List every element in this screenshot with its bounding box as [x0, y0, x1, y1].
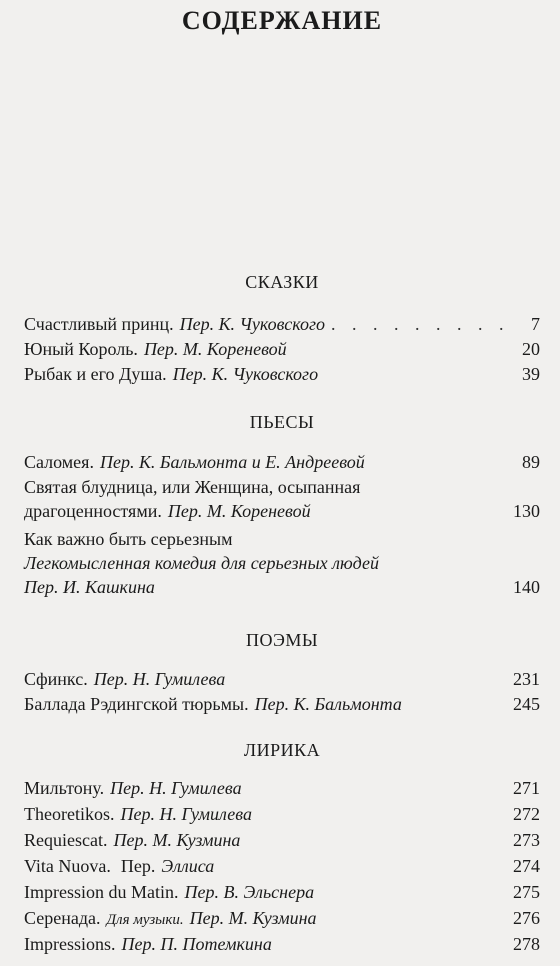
toc-entry[interactable] — [24, 880, 540, 904]
toc-entry[interactable] — [24, 906, 540, 930]
entry-title: Юный Король. — [24, 339, 138, 359]
entry-title: Мильтону. — [24, 778, 105, 798]
entry-page: 20 — [522, 339, 540, 359]
entry-translator: Пер. К. Чуковского — [172, 364, 319, 384]
toc-entry[interactable] — [24, 932, 540, 956]
entry-page: 271 — [513, 778, 540, 798]
section-heading-pesy: ПЬЕСЫ — [249, 412, 315, 432]
entry-title: Саломея. — [24, 452, 94, 472]
entry-translator: Пер. М. Кореневой — [143, 339, 287, 359]
entry-title: Vita Nuova. — [24, 856, 111, 876]
entry-page: 276 — [513, 908, 540, 928]
entry-page: 130 — [513, 501, 540, 521]
toc-entry[interactable] — [24, 802, 540, 826]
section-heading-poemy: ПОЭМЫ — [245, 630, 319, 650]
entry-translator: Пер. К. Бальмонта и Е. Андреевой — [99, 452, 365, 472]
entry-translator: Пер. М. Кореневой — [167, 501, 311, 521]
entry-title: Сфинкс. — [24, 669, 88, 689]
section-heading-skazki: СКАЗКИ — [245, 272, 319, 292]
entry-translator: Пер. К. Бальмонта — [254, 694, 402, 714]
toc-entry[interactable] — [24, 312, 540, 336]
section-heading-lirika: ЛИРИКА — [243, 740, 321, 760]
entry-translator: Пер. Н. Гумилева — [120, 804, 252, 824]
entry-translator: Пер. И. Кашкина — [24, 577, 155, 597]
toc-entry[interactable] — [24, 527, 540, 599]
entry-title: Impressions. — [24, 934, 116, 954]
entry-subtitle: Легкомысленная комедия для серьезных людей — [24, 553, 379, 573]
toc-entry[interactable] — [24, 854, 540, 878]
entry-page: 273 — [513, 830, 540, 850]
entry-title-line1: Как важно быть серьезным — [24, 529, 233, 549]
entry-page: 231 — [513, 669, 540, 689]
entry-page: 39 — [522, 364, 540, 384]
entry-title-line1: Святая блудница, или Женщина, осыпанная — [24, 477, 361, 497]
toc-entry[interactable] — [24, 475, 540, 523]
entry-title: Theoretikos. — [24, 804, 115, 824]
entry-title: Рыбак и его Душа. — [24, 364, 167, 384]
entry-page: 7 — [531, 314, 540, 334]
toc-entry[interactable] — [24, 362, 540, 386]
entry-page: 89 — [522, 452, 540, 472]
entry-translator-prefix: Пер. — [120, 856, 156, 876]
leader-dots — [331, 312, 506, 336]
page-title: СОДЕРЖАНИЕ — [181, 6, 383, 35]
entry-page: 278 — [513, 934, 540, 954]
entry-page: 272 — [513, 804, 540, 824]
toc-page — [24, 0, 540, 966]
entry-translator: Пер. К. Чуковского — [179, 314, 325, 334]
toc-entry[interactable] — [24, 776, 540, 800]
entry-translator: Пер. М. Кузмина — [189, 908, 317, 928]
toc-entry[interactable] — [24, 692, 540, 716]
toc-entry[interactable] — [24, 828, 540, 852]
toc-entry[interactable] — [24, 667, 540, 691]
entry-translator: Эллиса — [161, 856, 215, 876]
toc-entry[interactable] — [24, 337, 540, 361]
entry-title: Impression du Matin. — [24, 882, 179, 902]
entry-title: драгоценностями. — [24, 501, 162, 521]
entry-page: 245 — [513, 694, 540, 714]
entry-note: Для музыки. — [106, 912, 184, 928]
entry-translator: Пер. Н. Гумилева — [93, 669, 226, 689]
entry-translator: Пер. Н. Гумилева — [110, 778, 242, 798]
entry-title: Requiescat. — [24, 830, 108, 850]
entry-page: 140 — [513, 577, 540, 597]
entry-translator: Пер. П. Потемкина — [121, 934, 272, 954]
entry-title: Серенада. — [24, 908, 101, 928]
entry-title: Счастливый принц. — [24, 314, 174, 334]
entry-page: 275 — [513, 882, 540, 902]
entry-translator: Пер. В. Эльснера — [184, 882, 315, 902]
toc-entry[interactable] — [24, 450, 540, 474]
entry-title: Баллада Рэдингской тюрьмы. — [24, 694, 249, 714]
entry-translator: Пер. М. Кузмина — [113, 830, 241, 850]
entry-page: 274 — [513, 856, 540, 876]
